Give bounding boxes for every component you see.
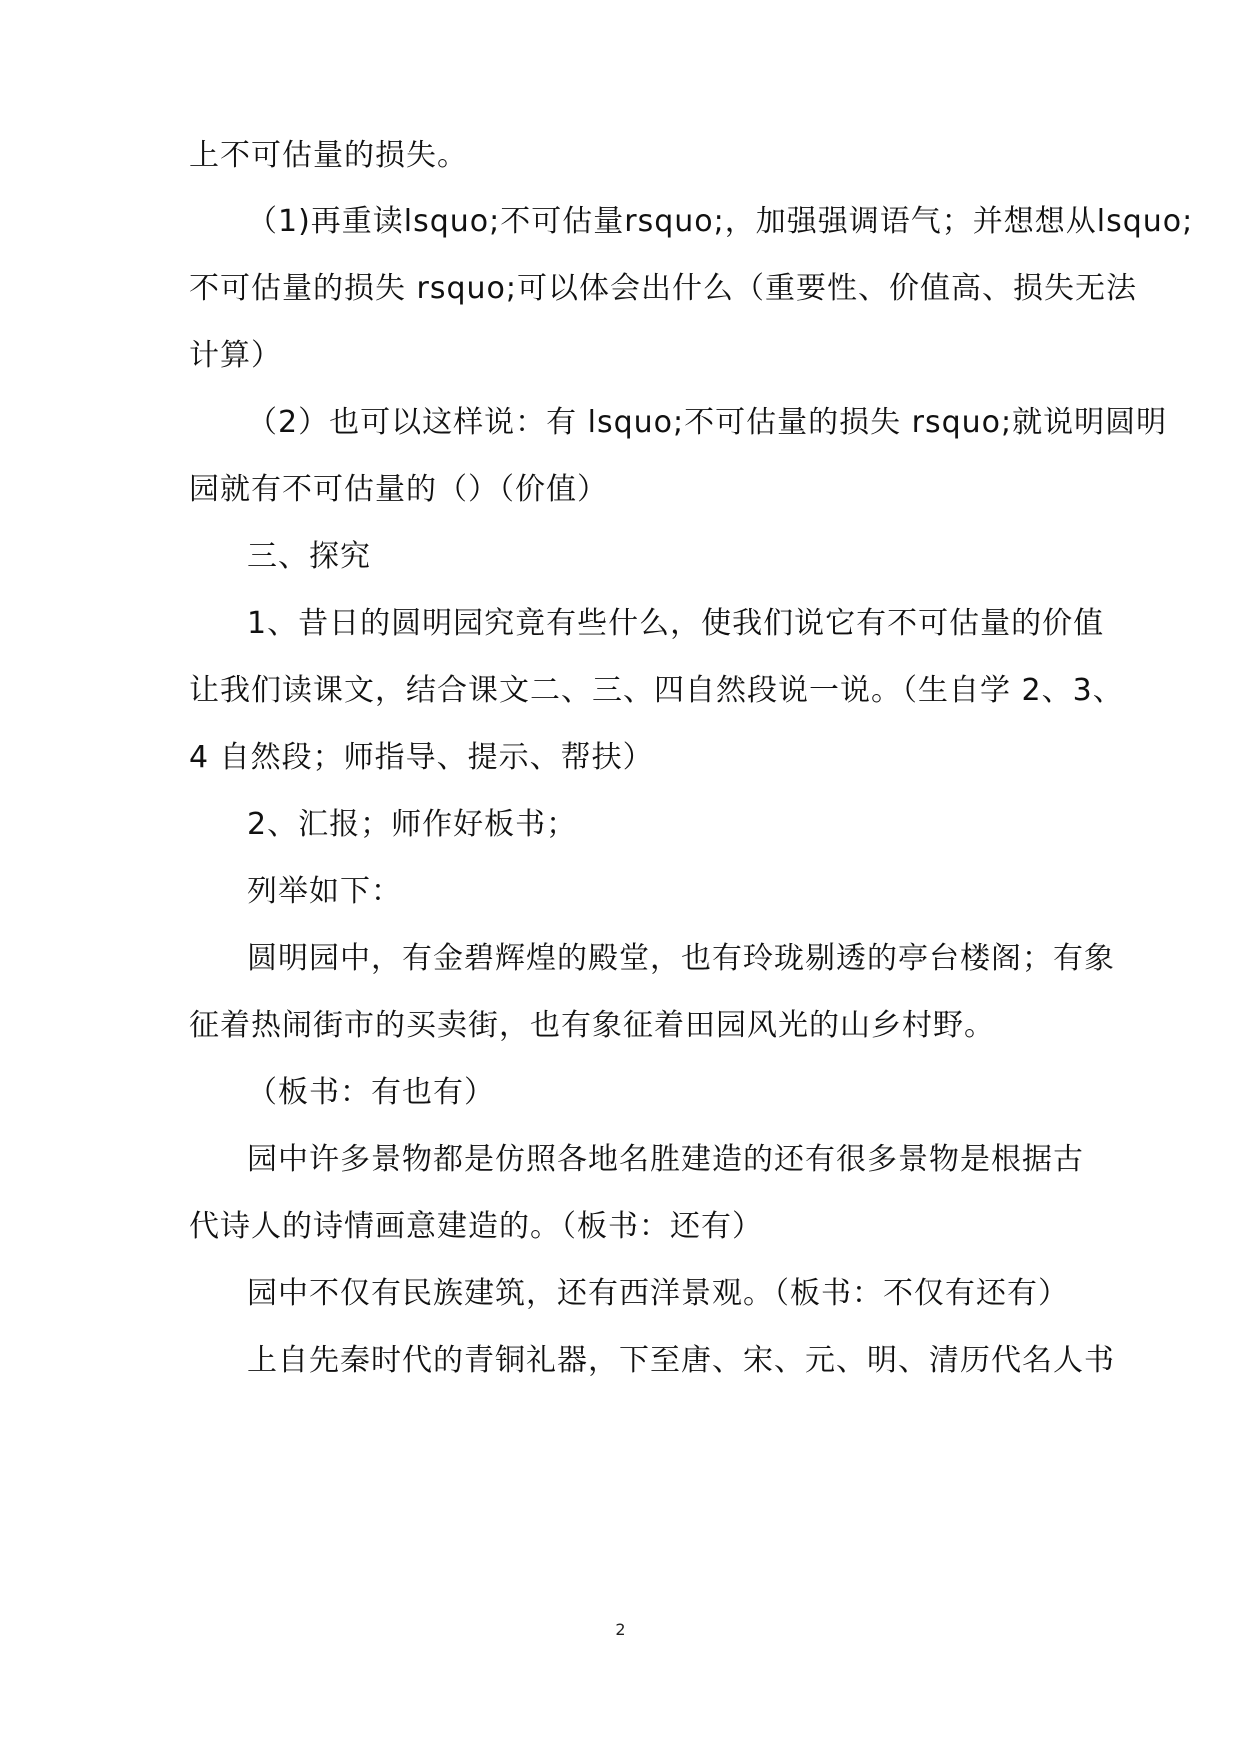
text-line: 4 自然段；师指导、提示、帮扶） [189, 740, 654, 775]
text-line: （板书：有也有） [247, 1075, 495, 1110]
text-line: 征着热闹街市的买卖街，也有象征着田园风光的山乡村野。 [189, 1008, 995, 1043]
page-number: 2 [615, 1620, 626, 1639]
text-line: 1、昔日的圆明园究竟有些什么，使我们说它有不可估量的价值 [247, 606, 1105, 641]
text-line: （2）也可以这样说：有 lsquo;不可估量的损失 rsquo;就说明圆明 [247, 405, 1168, 440]
text-line: 园就有不可估量的（）（价值） [189, 472, 608, 507]
text-line: 圆明园中，有金碧辉煌的殿堂，也有玲珑剔透的亭台楼阁；有象 [247, 941, 1115, 976]
text-line: 不可估量的损失 rsquo;可以体会出什么（重要性、价值高、损失无法 [189, 271, 1138, 306]
text-line: 园中不仅有民族建筑，还有西洋景观。（板书：不仅有还有） [247, 1276, 1069, 1311]
text-line: 上不可估量的损失。 [189, 138, 468, 173]
text-line: 上自先秦时代的青铜礼器，下至唐、宋、元、明、清历代名人书 [247, 1343, 1115, 1378]
text-line: 园中许多景物都是仿照各地名胜建造的还有很多景物是根据古 [247, 1142, 1084, 1177]
text-line: 计算） [189, 338, 282, 373]
text-line: （1)再重读lsquo;不可估量rsquo;，加强强调语气；并想想从lsquo; [247, 204, 1194, 239]
section-heading: 三、探究 [247, 539, 371, 574]
text-line: 2、汇报；师作好板书； [247, 807, 578, 842]
text-line: 列举如下： [247, 874, 402, 909]
text-line: 代诗人的诗情画意建造的。（板书：还有） [189, 1209, 763, 1244]
text-line: 让我们读课文，结合课文二、三、四自然段说一说。（生自学 2、3、 [189, 673, 1124, 708]
